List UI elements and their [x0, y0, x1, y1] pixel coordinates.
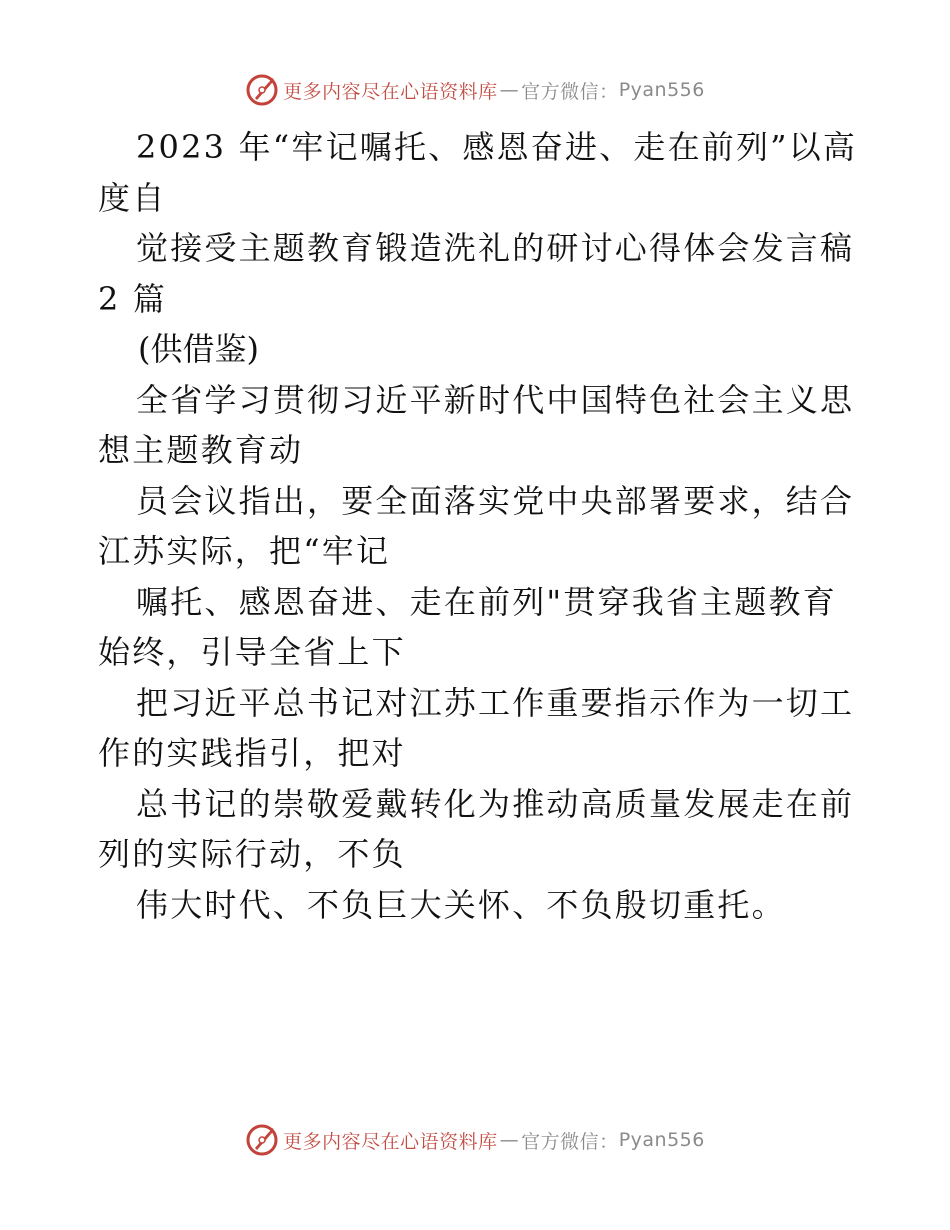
watermark-dash: — [499, 1129, 520, 1151]
paragraph: 全省学习贯彻习近平新时代中国特色社会主义思想主题教育动 [98, 380, 855, 469]
quill-pen-logo-icon [245, 1123, 279, 1157]
paragraph: 员会议指出，要全面落实党中央部署要求，结合江苏实际，把“牢记 [98, 481, 855, 570]
watermark-wechat-label: 官方微信： [521, 1130, 619, 1153]
document-title-line-2: 觉接受主题教育锻造洗礼的研讨心得体会发言稿 2 篇 [98, 229, 855, 318]
document-body [98, 122, 858, 930]
footer-watermark [0, 1120, 950, 1160]
document-note: (供借鉴) [138, 330, 259, 368]
paragraph: 总书记的崇敬爱戴转化为推动高质量发展走在前列的实际行动，不负 [98, 784, 855, 873]
quill-pen-logo-icon [245, 73, 279, 107]
paragraph: 伟大时代、不负巨大关怀、不负殷切重托。 [136, 885, 786, 924]
watermark-wechat-label: 官方微信： [521, 80, 619, 103]
watermark-site-text: 更多内容尽在心语资料库 [283, 1130, 498, 1153]
watermark-site-text: 更多内容尽在心语资料库 [283, 80, 498, 103]
watermark-dash: — [499, 79, 520, 101]
paragraph: 把习近平总书记对江苏工作重要指示作为一切工作的实践指引，把对 [98, 683, 855, 772]
watermark-wechat-id: Pyan556 [618, 1129, 705, 1151]
header-watermark [0, 70, 950, 110]
watermark-wechat-id: Pyan556 [618, 79, 705, 101]
document-title-line-1: 2023 年“牢记嘱托、感恩奋进、走在前列”以高度自 [98, 128, 858, 217]
paragraph: 嘱托、感恩奋进、走在前列"贯穿我省主题教育始终，引导全省上下 [98, 582, 837, 671]
